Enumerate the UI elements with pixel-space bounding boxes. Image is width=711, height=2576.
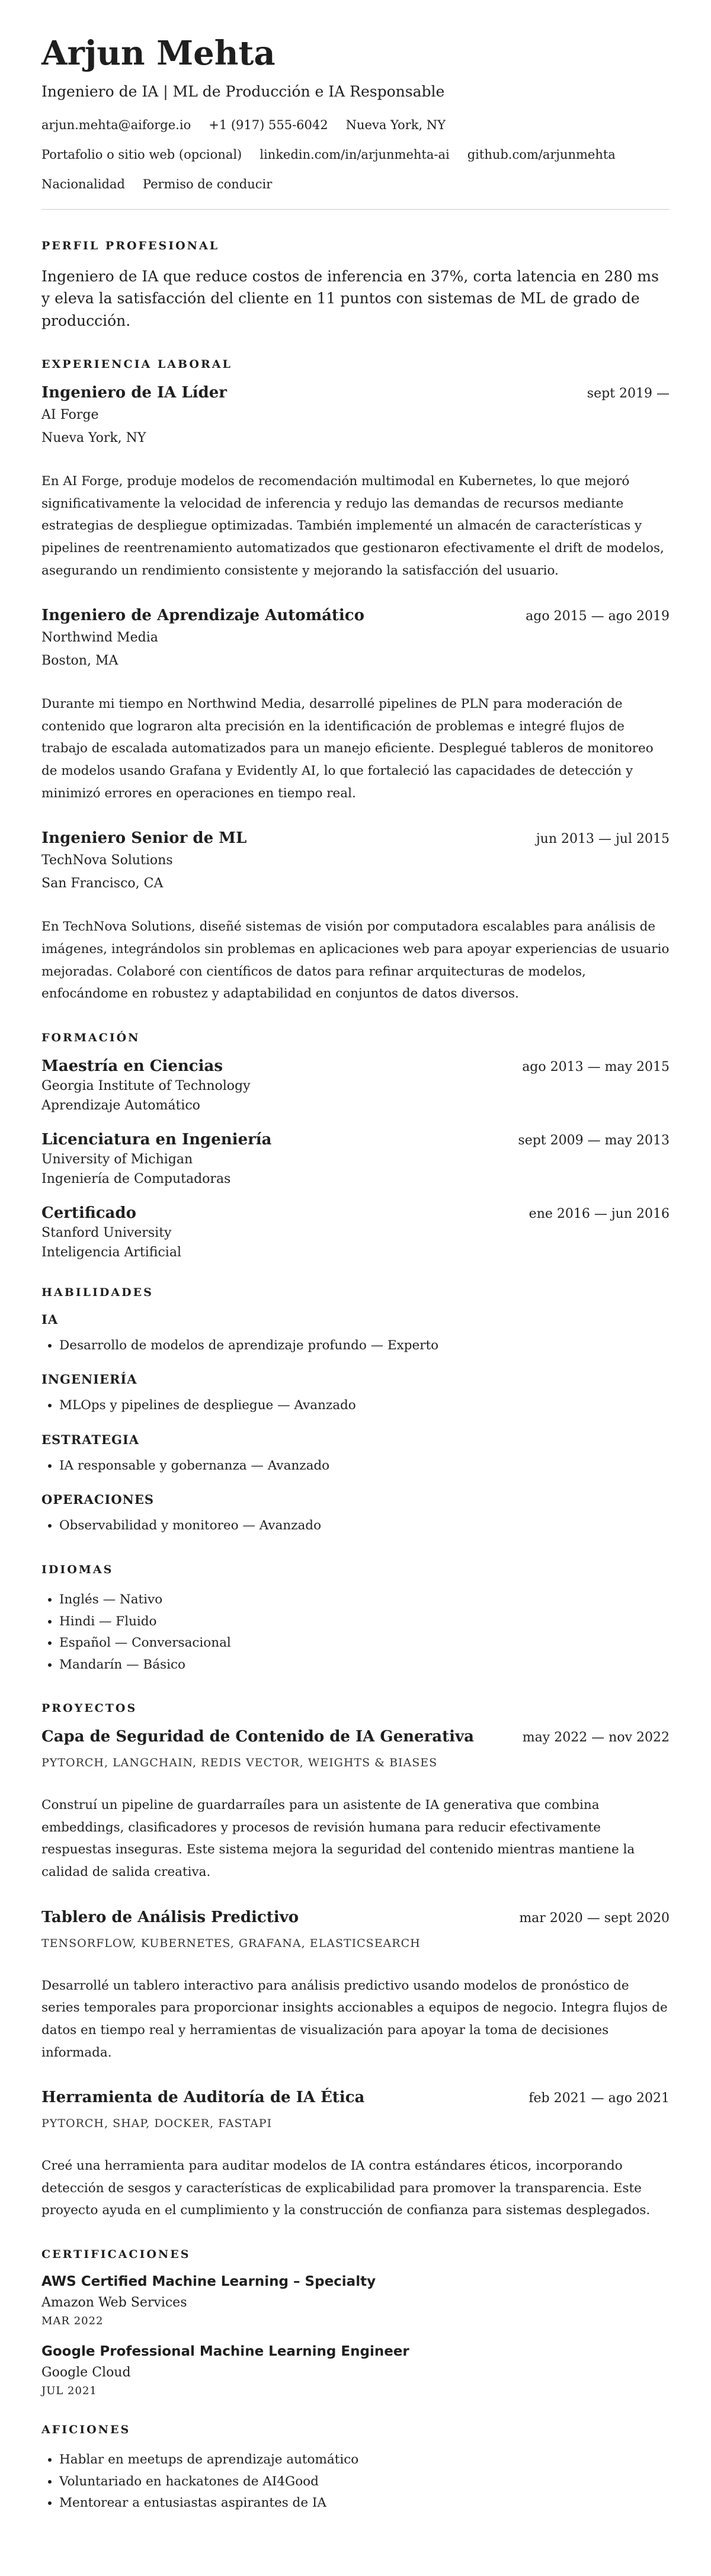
skill-list: [41, 1335, 670, 1357]
section-title-education: FORMACIÓN: [41, 1031, 140, 1044]
project-dates: mar 2020 — sept 2020: [519, 1910, 670, 1926]
education-dates: ago 2013 — may 2015: [522, 1059, 670, 1074]
certifications-section: [41, 2248, 670, 2397]
project-entry: [41, 2089, 670, 2222]
skill-item: • Desarrollo de modelos de aprendizaje profundo — Experto: [59, 1335, 670, 1357]
education-degree: Certificado: [41, 1204, 136, 1222]
section-title-skills: HABILIDADES: [41, 1285, 153, 1299]
project-tech: PYTORCH, LANGCHAIN, REDIS VECTOR, WEIGHTS & BIASES: [41, 1756, 438, 1770]
education-entry: [41, 1204, 670, 1260]
experience-role: Ingeniero Senior de ML: [41, 829, 247, 848]
language-item: • Hindi — Fluido: [59, 1611, 670, 1633]
skills-section: [41, 1286, 670, 1537]
skill-category: INGENIERÍA: [41, 1372, 137, 1387]
education-dates: sept 2009 — may 2013: [518, 1133, 670, 1148]
project-tech: TENSORFLOW, KUBERNETES, GRAFANA, ELASTICSEARCH: [41, 1936, 421, 1950]
section-title-projects: PROYECTOS: [41, 1702, 137, 1715]
section-title-experience: EXPERIENCIA LABORAL: [41, 358, 232, 371]
language-item: • Español — Conversacional: [59, 1632, 670, 1654]
contact-github[interactable]: github.com/arjunmehta: [467, 147, 616, 162]
project-dates: may 2022 — nov 2022: [522, 1730, 670, 1746]
hobby-item: • Mentorear a entusiastas aspirantes de IA: [59, 2492, 670, 2514]
languages-section: [41, 1563, 670, 1676]
project-description: Desarrollé un tablero interactivo para análisis predictivo usando modelos de pronóstico de series temporales para proporcionar insights accionables a equipos de negocio. Integra flujos de datos en tiempo real y herramientas de visualización para apoyar la toma de decisiones informada.: [41, 1978, 668, 2060]
education-entry: [41, 1131, 670, 1186]
experience-entry-head: [41, 607, 670, 624]
skill-list: [41, 1515, 670, 1537]
contact-row-primary: [41, 118, 670, 132]
experience-role: Ingeniero de IA Líder: [41, 384, 227, 402]
contact-row-extra: [41, 177, 670, 191]
certification-date: JUL 2021: [41, 2385, 97, 2398]
hobby-item: • Voluntariado en hackatones de AI4Good: [59, 2471, 670, 2493]
project-entry-head: [41, 1728, 670, 1746]
projects-section: [41, 1702, 670, 2222]
contact-email[interactable]: arjun.mehta@aiforge.io: [41, 117, 191, 132]
skill-item: • Observabilidad y monitoreo — Avanzado: [59, 1515, 670, 1537]
skill-list: [41, 1395, 670, 1417]
contact-website[interactable]: Portafolio o sitio web (opcional): [41, 147, 242, 162]
experience-entry: [41, 829, 670, 1005]
experience-description: En AI Forge, produje modelos de recomendación multimodal en Kubernetes, lo que mejoró significativamente la velocidad de inferencia y redujo las demandas de recursos mediante estrategias de despliegue optimizadas. También implementé un almacén de características y pipelines de reentrenamiento automatizados que gestionaron efectivamente el drift de modelos, asegurando un rendimiento consistente y mejorando la satisfacción del usuario.: [41, 474, 664, 578]
headline: Ingeniero de IA | ML de Producción e IA Responsable: [41, 82, 445, 100]
section-title-summary: PERFIL PROFESIONAL: [41, 239, 220, 252]
project-name: Capa de Seguridad de Contenido de IA Generativa: [41, 1728, 474, 1746]
education-field: Aprendizaje Automático: [41, 1098, 200, 1113]
education-school: Stanford University: [41, 1225, 172, 1240]
certification-name: Google Professional Machine Learning Engineer: [41, 2344, 409, 2360]
resume-header: [41, 36, 670, 191]
certification-date: MAR 2022: [41, 2315, 104, 2328]
project-entry: [41, 1728, 670, 1884]
experience-section: [41, 358, 670, 1005]
experience-entry-head: [41, 829, 670, 847]
skill-category: OPERACIONES: [41, 1492, 155, 1507]
contact-nationality: Nacionalidad: [41, 177, 125, 191]
experience-location: San Francisco, CA: [41, 876, 164, 891]
project-entry-head: [41, 2089, 670, 2106]
hobbies-section: [41, 2423, 670, 2514]
experience-company: TechNova Solutions: [41, 853, 173, 868]
experience-role: Ingeniero de Aprendizaje Automático: [41, 607, 364, 625]
project-description: Creé una herramienta para auditar modelos de IA contra estándares éticos, incorporando detección de sesgos y características de explicabilidad para promover la transparencia. Este proyecto ayuda en el cumplimiento y la construcción de confianza para sistemas desplegados.: [41, 2158, 651, 2218]
education-field: Ingeniería de Computadoras: [41, 1171, 231, 1186]
education-degree: Licenciatura en Ingeniería: [41, 1130, 272, 1149]
education-degree: Maestría en Ciencias: [41, 1057, 223, 1075]
contact-linkedin[interactable]: linkedin.com/in/arjunmehta-ai: [260, 147, 450, 162]
project-name: Herramienta de Auditoría de IA Ética: [41, 2089, 365, 2107]
project-name: Tablero de Análisis Predictivo: [41, 1908, 299, 1926]
contact-row-links: [41, 147, 670, 162]
education-section: [41, 1031, 670, 1260]
hobby-item: • Hablar en meetups de aprendizaje automático: [59, 2449, 670, 2471]
experience-entry-head: [41, 384, 670, 402]
project-tech: PYTORCH, SHAP, DOCKER, FASTAPI: [41, 2117, 273, 2131]
project-entry: [41, 1908, 670, 2064]
education-entry-head: [41, 1204, 670, 1222]
experience-description: Durante mi tiempo en Northwind Media, desarrollé pipelines de PLN para moderación de contenido que lograron alta precisión en la identificación de problemas e integré flujos de trabajo de escalada automatizados para un manejo eficiente. Desplegué tableros de monitoreo de modelos usando Grafana y Evidently AI, lo que fortaleció las capacidades de detección y minimizó errores en operaciones en tiempo real.: [41, 697, 654, 801]
education-field: Inteligencia Artificial: [41, 1244, 181, 1260]
education-entry-head: [41, 1131, 670, 1149]
skill-category: IA: [41, 1311, 59, 1327]
experience-company: Northwind Media: [41, 630, 158, 646]
certification-entry: [41, 2274, 670, 2327]
skill-category: ESTRATEGIA: [41, 1432, 140, 1447]
education-entry: [41, 1057, 670, 1113]
project-description: Construí un pipeline de guardarraíles para un asistente de IA generativa que combina embeddings, clasificadores y procesos de revisión humana para reducir efectivamente respuestas inseguras. Este sistema mejora la seguridad del contenido mientras mantiene la calidad de salida creativa.: [41, 1798, 635, 1880]
experience-location: Boston, MA: [41, 653, 118, 669]
experience-description: En TechNova Solutions, diseñé sistemas de visión por computadora escalables para análisis de imágenes, integrándolos sin problemas en aplicaciones web para apoyar experiencias de usuario mejoradas. Colaboré con científicos de datos para refinar arquitecturas de modelos, enfocándome en robustez y adaptabilidad en conjuntos de datos diversos.: [41, 919, 670, 1002]
education-dates: ene 2016 — jun 2016: [529, 1206, 670, 1221]
certification-issuer: Amazon Web Services: [41, 2295, 187, 2311]
summary-section: [41, 239, 670, 332]
certification-entry: [41, 2344, 670, 2397]
experience-dates: jun 2013 — jul 2015: [536, 832, 670, 847]
education-entry-head: [41, 1057, 670, 1075]
hobby-list: [41, 2449, 670, 2514]
project-entry-head: [41, 1908, 670, 1926]
section-title-certifications: CERTIFICACIONES: [41, 2248, 191, 2261]
contact-phone[interactable]: +1 (917) 555-6042: [209, 117, 328, 132]
skill-item: • IA responsable y gobernanza — Avanzado: [59, 1455, 670, 1477]
experience-entry: [41, 384, 670, 582]
experience-location: Nueva York, NY: [41, 431, 146, 446]
experience-entry: [41, 607, 670, 804]
language-list: [41, 1589, 670, 1676]
summary-text: Ingeniero de IA que reduce costos de inferencia en 37%, corta latencia en 280 ms y eleva la satisfacción del cliente en 11 puntos con sistemas de ML de grado de producción.: [41, 267, 659, 329]
skill-list: [41, 1455, 670, 1477]
experience-company: AI Forge: [41, 408, 99, 423]
project-dates: feb 2021 — ago 2021: [529, 2091, 670, 2106]
contact-license: Permiso de conducir: [142, 177, 273, 191]
education-school: Georgia Institute of Technology: [41, 1078, 251, 1093]
contact-location: Nueva York, NY: [345, 117, 446, 132]
certification-issuer: Google Cloud: [41, 2365, 131, 2381]
language-item: • Inglés — Nativo: [59, 1589, 670, 1611]
candidate-name: Arjun Mehta: [41, 34, 276, 73]
certification-name: AWS Certified Machine Learning – Specialty: [41, 2274, 376, 2290]
section-title-languages: IDIOMAS: [41, 1563, 114, 1577]
experience-dates: ago 2015 — ago 2019: [526, 609, 670, 624]
header-divider: [41, 209, 670, 210]
section-title-hobbies: AFICIONES: [41, 2423, 131, 2437]
education-school: University of Michigan: [41, 1151, 193, 1167]
language-item: • Mandarín — Básico: [59, 1654, 670, 1676]
skill-item: • MLOps y pipelines de despliegue — Avanzado: [59, 1395, 670, 1417]
experience-dates: sept 2019 —: [587, 386, 670, 402]
